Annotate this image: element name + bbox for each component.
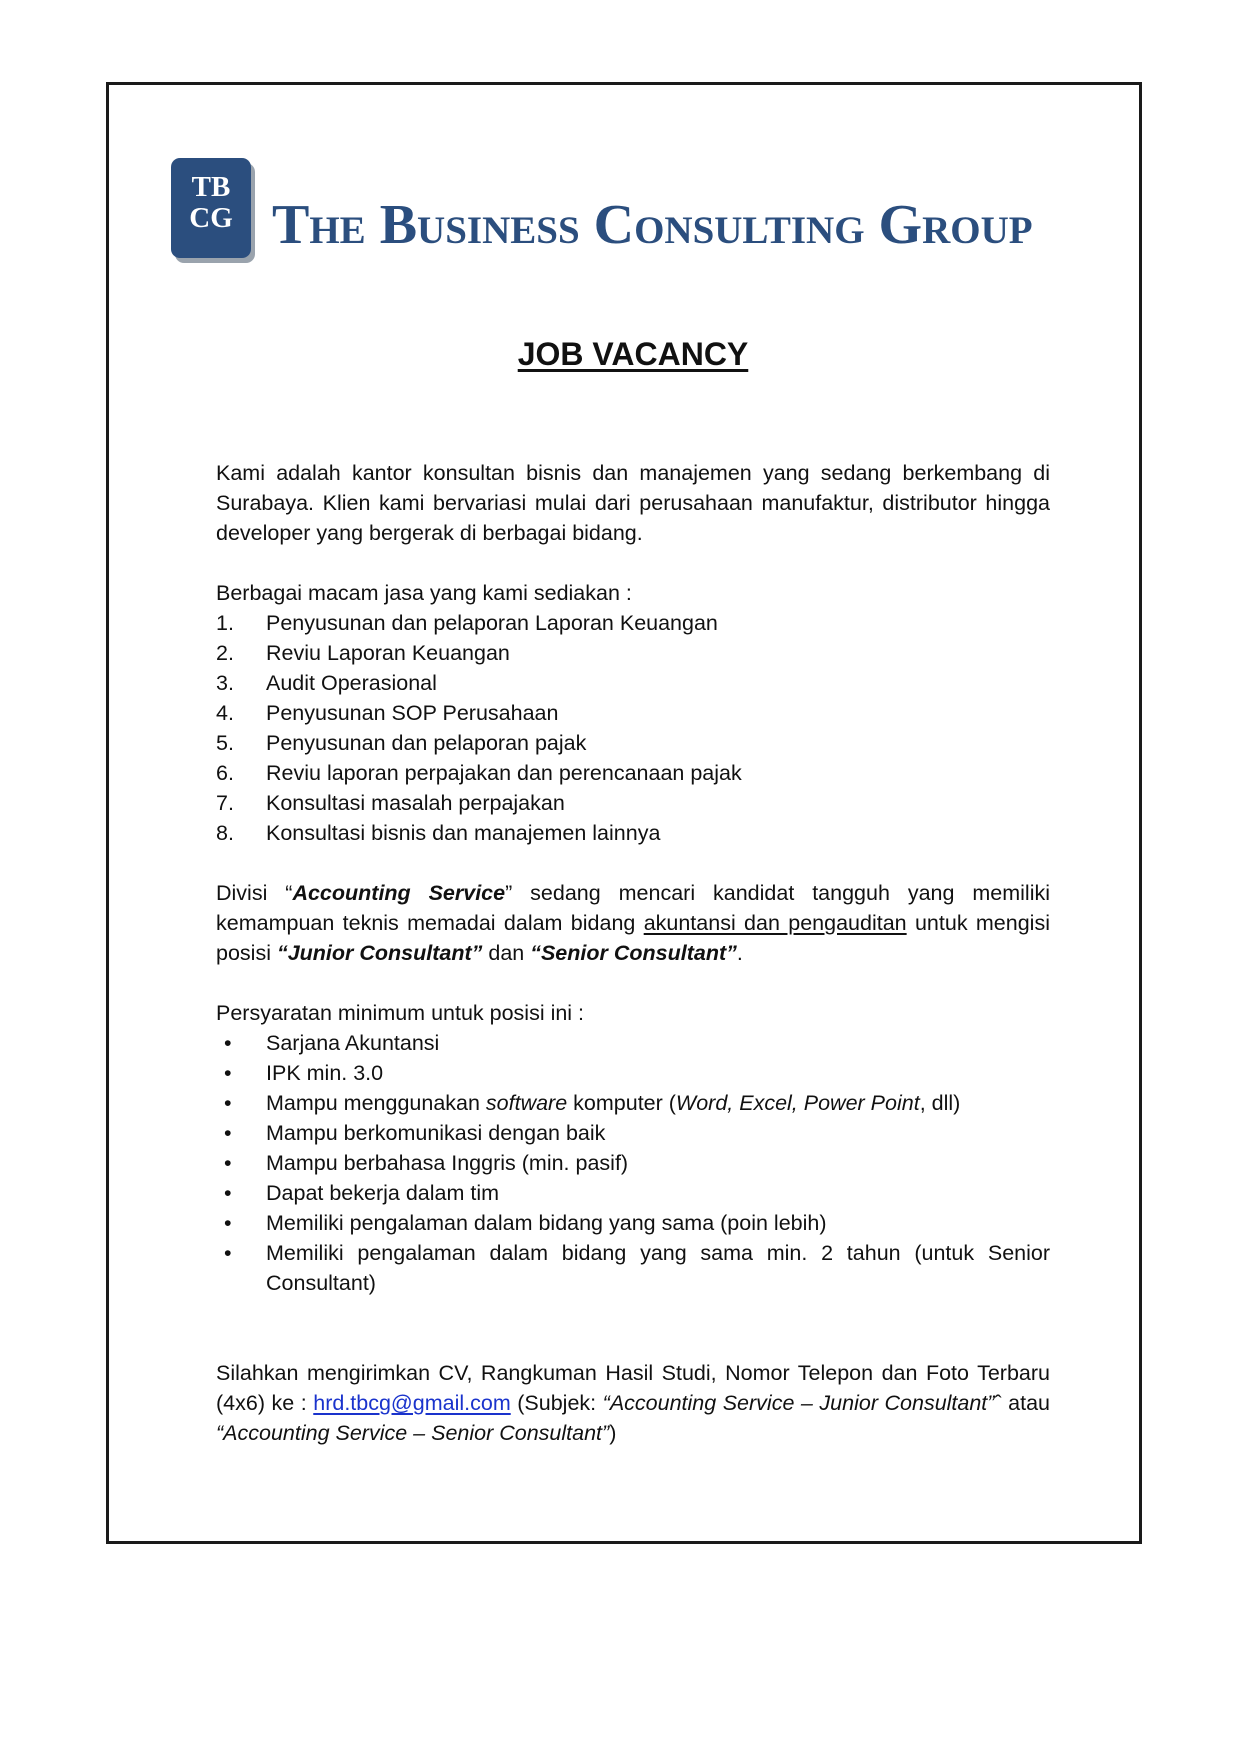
bullet-icon: • [224, 1091, 232, 1115]
email-link[interactable]: hrd.tbcg@gmail.com [313, 1391, 511, 1415]
requirements-heading: Persyaratan minimum untuk posisi ini : [216, 1001, 585, 1025]
list-item: • Memiliki pengalaman dalam bidang yang sama min. 2 tahun (untuk Senior Consultant) [216, 1238, 1050, 1298]
list-item: 5. Penyusunan dan pelaporan pajak [216, 731, 587, 755]
document-body [216, 458, 1050, 1448]
logo-badge-line2: CG [189, 202, 233, 234]
bullet-icon: • [224, 1121, 232, 1145]
list-item: • Memiliki pengalaman dalam bidang yang sama (poin lebih) [216, 1208, 1050, 1238]
position-senior: “Senior Consultant” [530, 941, 737, 965]
list-item: 6. Reviu laporan perpajakan dan perencanaan pajak [216, 761, 742, 785]
requirements-list [216, 1028, 1050, 1298]
company-logo-badge [171, 158, 251, 258]
bullet-icon: • [224, 1211, 232, 1235]
bullet-icon: • [224, 1031, 232, 1055]
logo-badge-line1: TB [191, 171, 231, 203]
bullet-icon: • [224, 1241, 232, 1265]
services-list [216, 608, 1050, 848]
services-heading: Berbagai macam jasa yang kami sediakan : [216, 581, 632, 605]
list-item: 8. Konsultasi bisnis dan manajemen lainnya [216, 821, 661, 845]
list-item: • IPK min. 3.0 [216, 1058, 1050, 1088]
subject-senior: “Accounting Service – Senior Consultant” [216, 1421, 610, 1445]
subject-junior: “Accounting Service – Junior Consultant” [602, 1391, 995, 1415]
division-name: Accounting Service [292, 881, 506, 905]
bullet-icon: • [224, 1181, 232, 1205]
list-item: • Dapat bekerja dalam tim [216, 1178, 1050, 1208]
list-item: 1. Penyusunan dan pelaporan Laporan Keuangan [216, 611, 718, 635]
list-item: 2. Reviu Laporan Keuangan [216, 641, 510, 665]
list-item: • Mampu berkomunikasi dengan baik [216, 1118, 1050, 1148]
list-item: • Mampu berbahasa Inggris (min. pasif) [216, 1148, 1050, 1178]
bullet-icon: • [224, 1151, 232, 1175]
list-item: 7. Konsultasi masalah perpajakan [216, 791, 565, 815]
list-item: • Mampu menggunakan software komputer (Word, Excel, Power Point, dll) [216, 1088, 1050, 1118]
application-paragraph: Silahkan mengirimkan CV, Rangkuman Hasil Studi, Nomor Telepon dan Foto Terbaru (4x6) ke : hrd.tbcg@gmail.com (Subjek: “Accounting Service – Junior Consultant”ˆ atau “Accounting Service – Senior Consultant”) [216, 1361, 1050, 1445]
field-underlined: akuntansi dan pengauditan [643, 911, 907, 935]
intro-paragraph: Kami adalah kantor konsultan bisnis dan manajemen yang sedang berkembang di Surabaya. Klien kami bervariasi mulai dari perusahaan manufaktur, distributor hingga developer yang bergerak di berbagai bidang. [216, 461, 1050, 545]
position-junior: “Junior Consultant” [276, 941, 483, 965]
page-title: JOB VACANCY [517, 336, 749, 372]
list-item: • Sarjana Akuntansi [216, 1028, 1050, 1058]
list-item: 4. Penyusunan SOP Perusahaan [216, 701, 559, 725]
division-paragraph: Divisi “Accounting Service” sedang mencari kandidat tangguh yang memiliki kemampuan teknis memadai dalam bidang akuntansi dan pengauditan untuk mengisi posisi “Junior Consultant” dan “Senior Consultant”. [216, 881, 1050, 965]
bullet-icon: • [224, 1061, 232, 1085]
company-name: The Business Consulting Group [272, 194, 1033, 256]
list-item: 3. Audit Operasional [216, 671, 437, 695]
